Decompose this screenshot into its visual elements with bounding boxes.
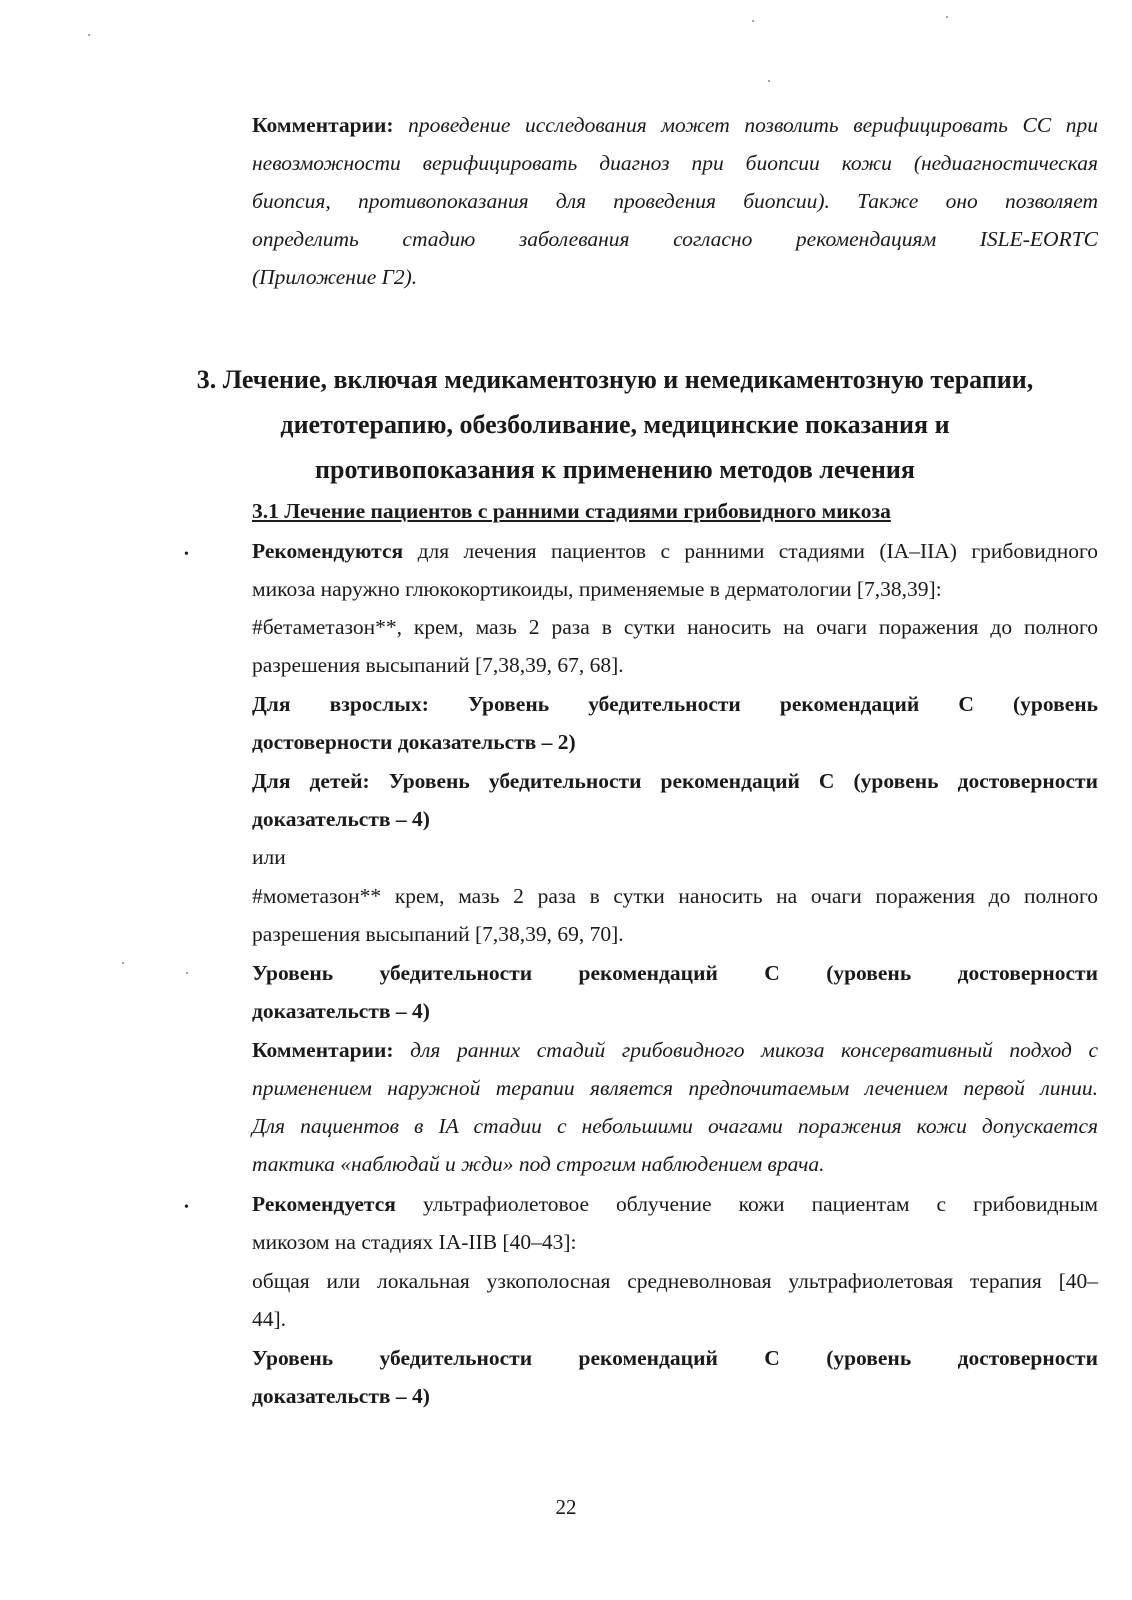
recommendation-keyword: Рекомендуется <box>252 1192 396 1216</box>
comment-label: Комментарии: <box>252 1038 394 1062</box>
comment-text-line: биопсия, противопоказания для проведения биопсии). Также оно позволяет <box>252 189 1098 213</box>
comment-text-line: Для пациентов в IA стадии с небольшими очагами поражения кожи допускается <box>252 1114 1098 1138</box>
scan-speck <box>186 972 188 974</box>
comment-block-1 <box>252 106 1098 258</box>
recommendation-2-paragraph <box>252 1185 1098 1223</box>
recommendation-1-paragraph <box>252 532 1098 570</box>
subsection-heading: 3.1 Лечение пациентов с ранними стадиями грибовидного микоза <box>252 499 891 523</box>
section-heading-line: 3. Лечение, включая медикаментозную и немедикаментозную терапии, <box>196 365 1034 394</box>
comment-label: Комментарии: <box>252 113 394 137</box>
recommendation-keyword: Рекомендуются <box>252 539 404 563</box>
recommendation-text-line: микоза наружно глюкокортикоиды, применяемые в дерматологии [7,38,39]: <box>252 577 942 601</box>
comment-block-2 <box>252 1031 1098 1145</box>
comment-text-line: (Приложение Г2). <box>252 265 418 289</box>
bullet-point: • <box>184 1200 189 1215</box>
page-number: 22 <box>555 1495 577 1519</box>
recommendation-text-line: #мометазон** крем, мазь 2 раза в сутки наносить на очаги поражения до полного <box>252 884 1098 908</box>
comment-text-line: определить стадию заболевания согласно рекомендациям ISLE-EORTC <box>252 227 1098 251</box>
evidence-level-adults: Для взрослых: Уровень убедительности рекомендаций С (уровень <box>252 692 1098 716</box>
section-heading-line: диетотерапию, обезболивание, медицинские показания и <box>280 410 950 439</box>
recommendation-text-line: 44]. <box>252 1307 287 1331</box>
comment-text-line: тактика «наблюдай и жди» под строгим наблюдением врача. <box>252 1152 825 1176</box>
evidence-level-cont: доказательств – 4) <box>252 1384 430 1408</box>
scan-speck <box>88 34 90 36</box>
evidence-level: Уровень убедительности рекомендаций С (уровень достоверности <box>252 1346 1098 1370</box>
recommendation-text-line: #бетаметазон**, крем, мазь 2 раза в сутки наносить на очаги поражения до полного <box>252 615 1098 639</box>
evidence-level-cont: доказательств – 4) <box>252 999 430 1023</box>
evidence-level-children-cont: доказательств – 4) <box>252 807 430 831</box>
comment-text-line: проведение исследования может позволить верифицировать СС при <box>408 113 1099 137</box>
comment-text-line: невозможности верифицировать диагноз при биопсии кожи (недиагностическая <box>252 151 1098 175</box>
evidence-level: Уровень убедительности рекомендаций С (уровень достоверности <box>252 961 1098 985</box>
recommendation-text-line: общая или локальная узкополосная средневолновая ультрафиолетовая терапия [40– <box>252 1269 1098 1293</box>
scan-speck <box>946 16 948 18</box>
recommendation-text-line: разрешения высыпаний [7,38,39, 67, 68]. <box>252 653 624 677</box>
scan-speck <box>752 20 754 22</box>
comment-text-line: применением наружной терапии является предпочитаемым лечением первой линии. <box>252 1076 1098 1100</box>
recommendation-text-line: микозом на стадиях IA-IIB [40–43]: <box>252 1230 577 1254</box>
recommendation-text: для лечения пациентов с ранними стадиями (IA–IIA) грибовидного <box>403 539 1098 563</box>
comment-text-line: для ранних стадий грибовидного микоза консервативный подход с <box>410 1038 1098 1062</box>
evidence-level-children: Для детей: Уровень убедительности рекомендаций С (уровень достоверности <box>252 769 1098 793</box>
bullet-point: • <box>184 547 189 562</box>
recommendation-text: ультрафиолетовое облучение кожи пациентам с грибовидным <box>395 1192 1098 1216</box>
evidence-level-adults-cont: достоверности доказательств – 2) <box>252 730 576 754</box>
section-heading-line: противопоказания к применению методов лечения <box>315 455 915 484</box>
recommendation-text-line: разрешения высыпаний [7,38,39, 69, 70]. <box>252 922 624 946</box>
scan-speck <box>122 962 124 964</box>
scan-speck <box>768 80 770 82</box>
section-heading <box>150 357 1080 492</box>
or-text: или <box>252 845 286 869</box>
